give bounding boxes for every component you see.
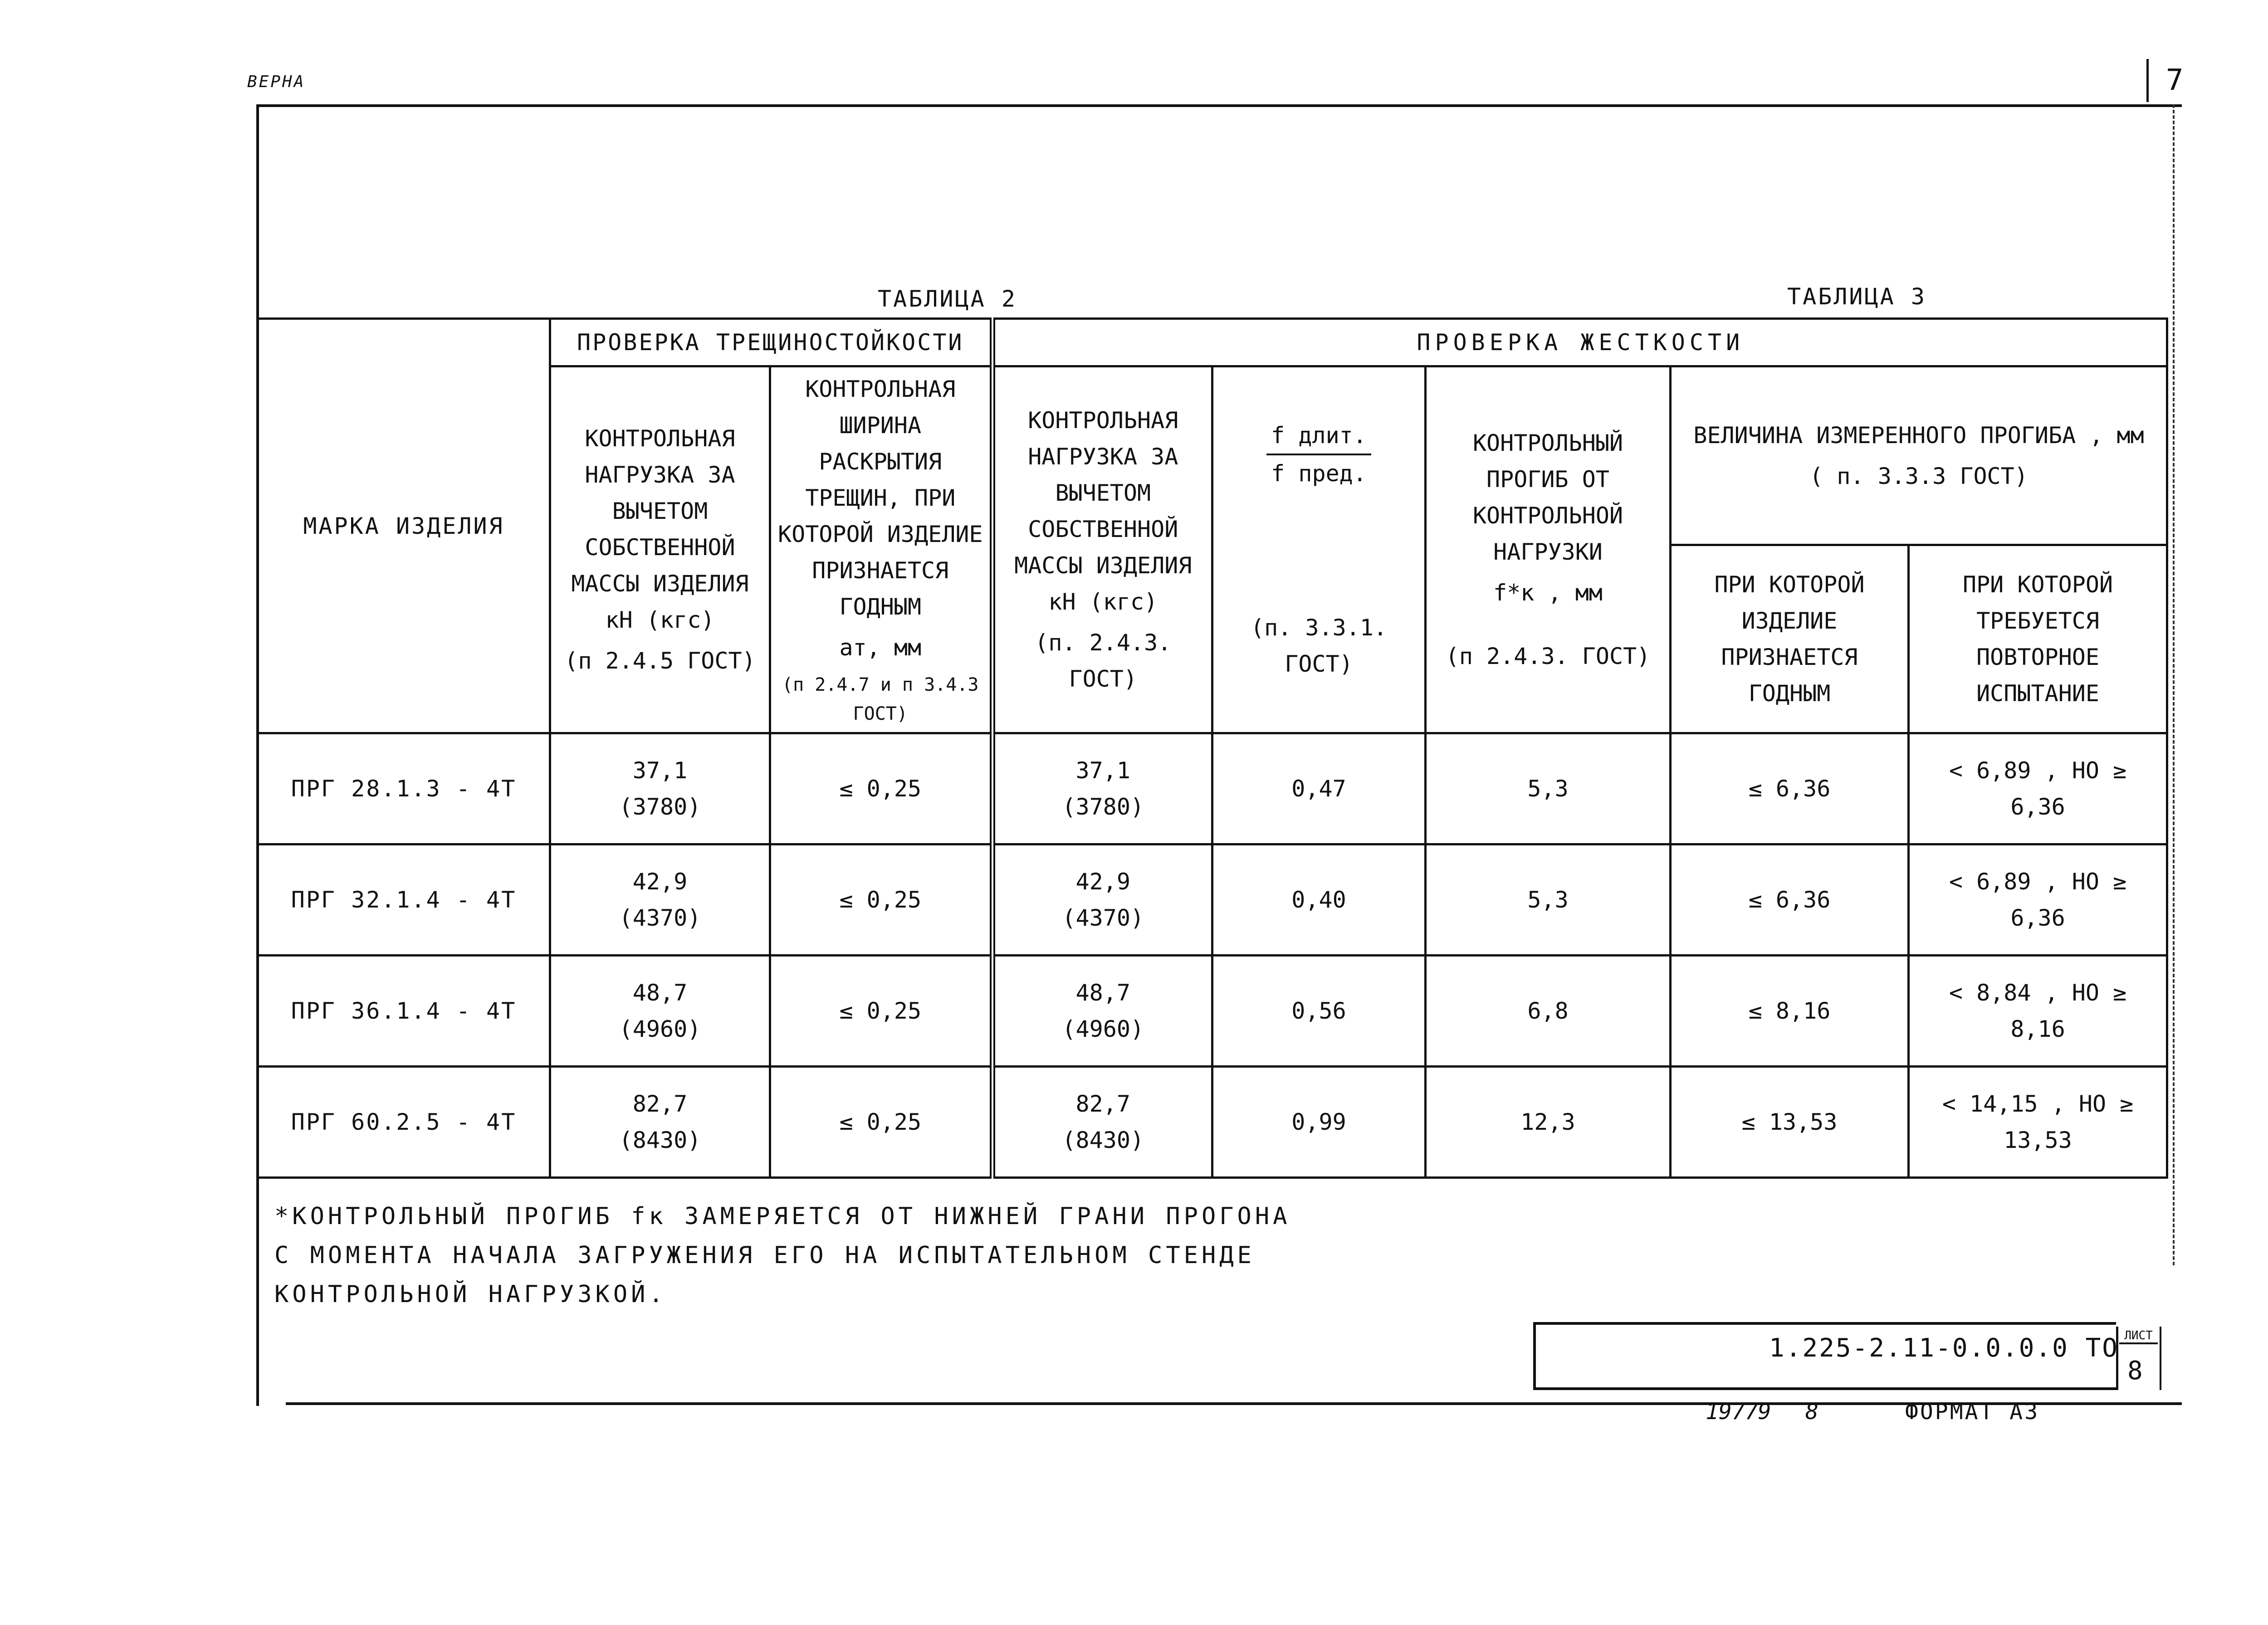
crack-load-kn: 82,7 [632, 1091, 688, 1117]
stiff-load-cell [992, 956, 1212, 1067]
col-sub-retest-header: ПРИ КОТОРОЙ ТРЕБУЕТСЯ ПОВТОРНОЕ ИСПЫТАНИЕ [1909, 545, 2167, 733]
retest-deflection-value: < 14,15 , НО ≥ 13,53 [1909, 1067, 2167, 1178]
table3-caption: ТАБЛИЦА 3 [1787, 283, 1926, 310]
product-mark: ПРГ 32.1.4 - 4Т [258, 844, 550, 956]
group-crack-header: ПРОВЕРКА ТРЕЩИНОСТОЙКОСТИ [550, 319, 992, 366]
sheet-number: 8 [2127, 1356, 2143, 1386]
crack-width-value: ≤ 0,25 [770, 844, 992, 956]
paper-format: ФОРМАТ А3 [1905, 1399, 2040, 1425]
stiff-load-kgs: (3780) [1062, 794, 1144, 820]
col-stiff-load-header [992, 366, 1212, 733]
footnote-line-2: С МОМЕНТА НАЧАЛА ЗАГРУЖЕНИЯ ЕГО НА ИСПЫТАТЕЛЬНОМ СТЕНДЕ [274, 1241, 1255, 1269]
crack-load-cell [550, 956, 770, 1067]
group-stiffness-header: ПРОВЕРКА ЖЕСТКОСТИ [992, 319, 2167, 366]
ratio-value: 0,99 [1212, 1067, 1426, 1178]
table2-caption: ТАБЛИЦА 2 [878, 286, 1017, 312]
stiff-load-kn: 37,1 [1075, 757, 1130, 784]
col-crack-width-ref: (п 2.4.7 и п 3.4.3 ГОСТ) [782, 674, 979, 724]
page-number: 7 [2166, 63, 2184, 97]
control-deflection-value: 12,3 [1426, 1067, 1671, 1178]
frame-bottom-line [286, 1402, 2182, 1405]
fit-deflection-value: ≤ 13,53 [1671, 1067, 1909, 1178]
col-stiff-load-text: КОНТРОЛЬНАЯ НАГРУЗКА ЗА ВЫЧЕТОМ СОБСТВЕННОЙ МАССЫ ИЗДЕЛИЯ кН (кгс) [1014, 407, 1192, 615]
footnote-line-1: *КОНТРОЛЬНЫЙ ПРОГИБ fк ЗАМЕРЯЕТСЯ ОТ НИЖНЕЙ ГРАНИ ПРОГОНА [274, 1203, 1291, 1230]
fit-deflection-value: ≤ 6,36 [1671, 844, 1909, 956]
retest-deflection-value: < 6,89 , НО ≥ 6,36 [1909, 844, 2167, 956]
col-measured-text: ВЕЛИЧИНА ИЗМЕРЕННОГО ПРОГИБА , мм [1693, 422, 2144, 449]
verna-stamp: ВЕРНА [247, 73, 306, 91]
ratio-value: 0,40 [1212, 844, 1426, 956]
deflection-ratio-fraction [1266, 417, 1371, 492]
stiff-load-kn: 42,9 [1075, 869, 1130, 895]
col-ctrl-defl-header [1426, 366, 1671, 733]
control-deflection-value: 6,8 [1426, 956, 1671, 1067]
stiff-load-cell [992, 844, 1212, 956]
inventory-number: 19779 [1706, 1399, 1771, 1425]
crack-load-cell [550, 1067, 770, 1178]
ratio-value: 0,47 [1212, 733, 1426, 844]
col-ctrl-defl-text: КОНТРОЛЬНЫЙ ПРОГИБ ОТ КОНТРОЛЬНОЙ НАГРУЗКИ [1472, 430, 1623, 565]
stiff-load-kgs: (4370) [1062, 905, 1144, 931]
col-ctrl-defl-ref: (п 2.4.3. ГОСТ) [1445, 643, 1651, 669]
document-code: 1.225-2.11-0.0.0.0 ТО [1769, 1333, 2119, 1363]
crack-width-value: ≤ 0,25 [770, 1067, 992, 1178]
table-row [258, 1067, 2167, 1178]
frame-right-line [2173, 104, 2175, 1265]
crack-load-cell [550, 733, 770, 844]
stiff-load-kn: 48,7 [1075, 980, 1130, 1006]
sheet-divider [2146, 59, 2149, 102]
inventory-sheet: 8 [1805, 1399, 1818, 1425]
crack-load-kgs: (3780) [619, 794, 701, 820]
crack-load-kn: 42,9 [632, 869, 688, 895]
col-ratio-header [1212, 366, 1426, 733]
footnote [274, 1197, 1907, 1314]
crack-load-kgs: (8430) [619, 1127, 701, 1153]
sheet-label: ЛИСТ [2119, 1329, 2158, 1344]
crack-width-value: ≤ 0,25 [770, 733, 992, 844]
control-deflection-value: 5,3 [1426, 733, 1671, 844]
stiff-load-kgs: (4960) [1062, 1016, 1144, 1042]
fit-deflection-value: ≤ 8,16 [1671, 956, 1909, 1067]
col-crack-width-header [770, 366, 992, 733]
crack-load-kgs: (4370) [619, 905, 701, 931]
col-stiff-load-ref: (п. 2.4.3. ГОСТ) [1035, 630, 1172, 692]
stiff-load-cell [992, 733, 1212, 844]
table-row [258, 844, 2167, 956]
footnote-line-3: КОНТРОЛЬНОЙ НАГРУЗКОЙ. [274, 1280, 667, 1308]
crack-width-value: ≤ 0,25 [770, 956, 992, 1067]
col-sub-fit-header: ПРИ КОТОРОЙ ИЗДЕЛИЕ ПРИЗНАЕТСЯ ГОДНЫМ [1671, 545, 1909, 733]
stiff-load-kgs: (8430) [1062, 1127, 1144, 1153]
frame-top-line [256, 104, 2182, 107]
table-row [258, 956, 2167, 1067]
crack-load-kgs: (4960) [619, 1016, 701, 1042]
product-mark: ПРГ 60.2.5 - 4Т [258, 1067, 550, 1178]
ratio-numerator: f длит. [1266, 417, 1371, 455]
col-ctrl-defl-symbol: f*к , мм [1493, 580, 1603, 606]
crack-load-kn: 48,7 [632, 980, 688, 1006]
mark-header: МАРКА ИЗДЕЛИЯ [258, 319, 550, 733]
col-measured-ref: ( п. 3.3.3 ГОСТ) [1809, 463, 2028, 489]
ratio-value: 0,56 [1212, 956, 1426, 1067]
stiff-load-kn: 82,7 [1075, 1091, 1130, 1117]
col-crack-load-ref: (п 2.4.5 ГОСТ) [564, 648, 756, 674]
col-crack-width-unit: aт, мм [839, 634, 922, 661]
crack-load-cell [550, 844, 770, 956]
col-ratio-ref: (п. 3.3.1. ГОСТ) [1251, 615, 1388, 677]
retest-deflection-value: < 6,89 , НО ≥ 6,36 [1909, 733, 2167, 844]
stiff-load-cell [992, 1067, 1212, 1178]
retest-deflection-value: < 8,84 , НО ≥ 8,16 [1909, 956, 2167, 1067]
fit-deflection-value: ≤ 6,36 [1671, 733, 1909, 844]
test-results-table [256, 317, 2168, 1179]
col-crack-width-text: КОНТРОЛЬНАЯ ШИРИНА РАСКРЫТИЯ ТРЕЩИН, ПРИ КОТОРОЙ ИЗДЕЛИЕ ПРИЗНАЕТСЯ ГОДНЫМ [777, 376, 983, 620]
col-crack-load-header [550, 366, 770, 733]
table-row [258, 733, 2167, 844]
control-deflection-value: 5,3 [1426, 844, 1671, 956]
ratio-denominator: f пред. [1271, 460, 1367, 487]
crack-load-kn: 37,1 [632, 757, 688, 784]
col-crack-load-text: КОНТРОЛЬНАЯ НАГРУЗКА ЗА ВЫЧЕТОМ СОБСТВЕННОЙ МАССЫ ИЗДЕЛИЯ кН (кгс) [571, 425, 749, 633]
product-mark: ПРГ 28.1.3 - 4Т [258, 733, 550, 844]
col-measured-header [1671, 366, 2167, 545]
product-mark: ПРГ 36.1.4 - 4Т [258, 956, 550, 1067]
